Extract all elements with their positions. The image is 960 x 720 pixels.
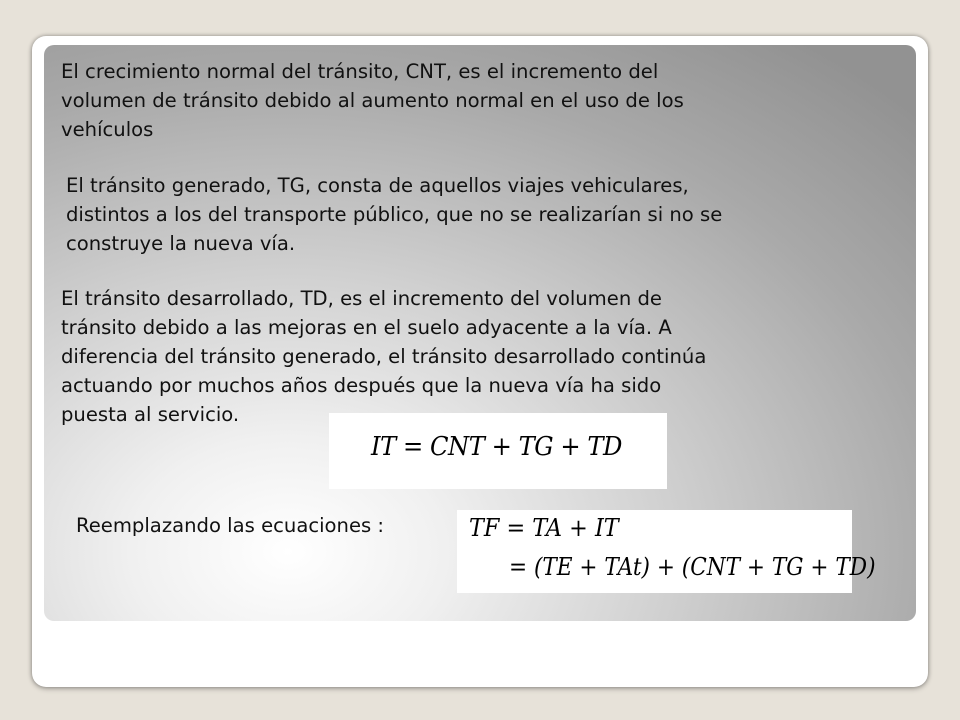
tg-definition-line: El tránsito generado, TG, consta de aquellos viajes vehiculares, — [66, 174, 689, 197]
cnt-definition-line: volumen de tránsito debido al aumento normal en el uso de los — [61, 89, 684, 112]
tf-equation-line-2: = (TE + TAt) + (CNT + TG + TD) — [509, 553, 876, 581]
replace-label: Reemplazando las ecuaciones : — [76, 514, 385, 537]
td-definition-line: tránsito debido a las mejoras en el suelo adyacente a la vía. A — [61, 316, 672, 339]
tg-definition-line: construye la nueva vía. — [66, 232, 296, 255]
cnt-definition — [61, 57, 684, 144]
td-definition-line: El tránsito desarrollado, TD, es el incremento del volumen de — [61, 287, 662, 310]
td-definition-line: actuando por muchos años después que la nueva vía ha sido — [61, 374, 662, 397]
cnt-definition-line: vehículos — [61, 118, 154, 141]
it-equation: IT = CNT + TG + TD — [371, 432, 622, 462]
tf-equation-image — [457, 510, 876, 593]
td-definition-line: diferencia del tránsito generado, el tránsito desarrollado continúa — [61, 345, 707, 368]
tg-definition — [66, 171, 722, 258]
it-equation-image — [329, 413, 667, 489]
cnt-definition-line: El crecimiento normal del tránsito, CNT, es el incremento del — [61, 60, 659, 83]
tg-definition-line: distintos a los del transporte público, que no se realizarían si no se — [66, 203, 723, 226]
td-definition — [61, 284, 706, 429]
tf-equation-line-1: TF = TA + IT — [469, 514, 619, 542]
td-definition-line: puesta al servicio. — [61, 403, 240, 426]
